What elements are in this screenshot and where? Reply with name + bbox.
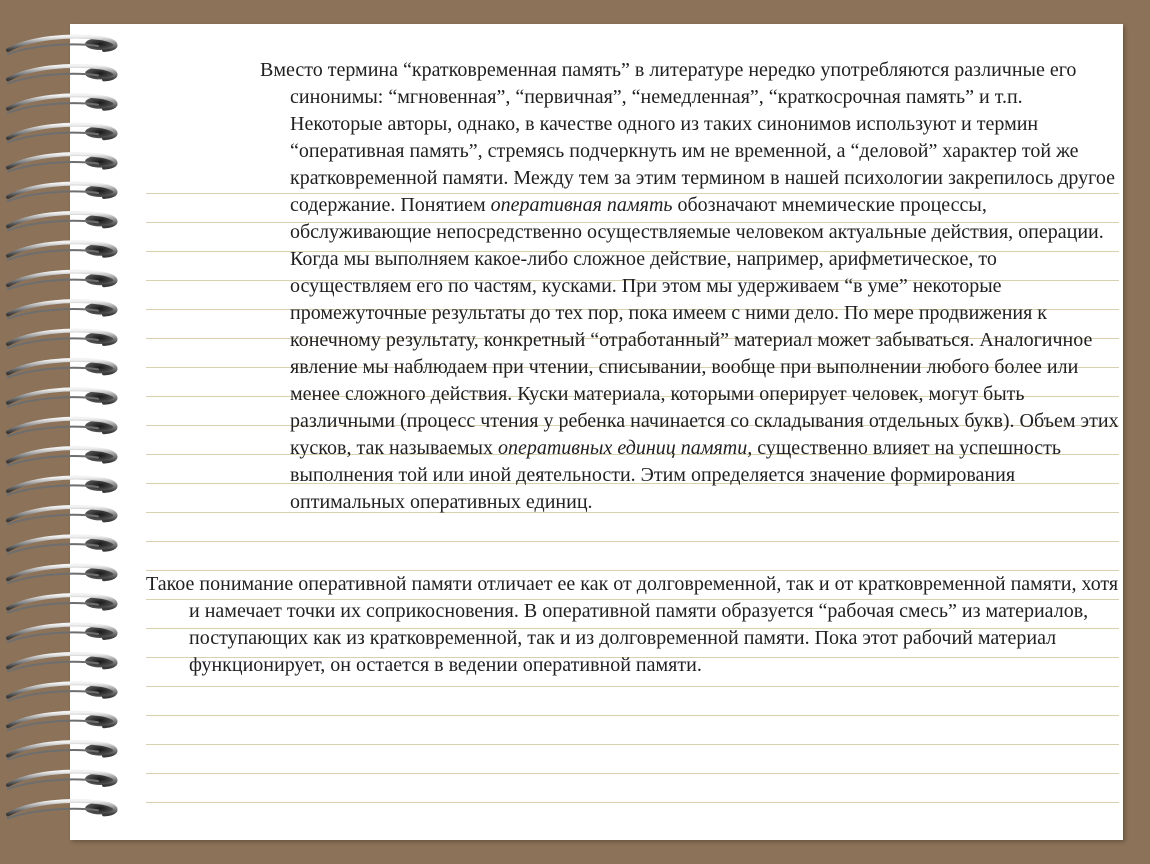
binding-ring [8, 801, 116, 819]
term-operative-memory: оперативная память [490, 194, 673, 216]
paragraph-2 [146, 571, 1121, 679]
binding-ring [8, 37, 116, 55]
ruled-line [146, 715, 1119, 716]
binding-ring [8, 419, 116, 437]
binding-ring [8, 448, 116, 466]
binding-ring [8, 683, 116, 701]
binding-ring [8, 331, 116, 349]
paragraph-2-text: Такое понимание оперативной памяти отличает ее как от долговременной, так и от кратковременной памяти, хотя и намечает точки их соприкосновения. В оперативной памяти образуется “рабочая смесь” из материалов, поступающих как из кратковременной, так и из долговременной памяти. Пока этот рабочий материал функционирует, он остается в ведении оперативной памяти. [146, 573, 1119, 676]
binding-ring [8, 389, 116, 407]
binding-ring [8, 272, 116, 290]
binding-ring [8, 536, 116, 554]
binding-ring [8, 154, 116, 172]
binding-ring [8, 242, 116, 259]
paragraph-1-text: Вместо термина “кратковременная память” в литературе нередко употребляются различные его синонимы: “мгновенная”, “первичная”, “немедленная”, “краткосрочная память” и т.п. Некоторые авторы, однако, в качестве одного из таких синонимов используют и термин “оперативная память”, стремясь подчеркнуть им не временной, а “деловой” характер той же кратковременной памяти. Между тем за этим термином в нашей психологии закрепилось другое содержание. Понятием [260, 59, 1115, 216]
binding-ring [8, 301, 116, 319]
binding-ring [8, 125, 116, 143]
paragraph-1-text: существенно влияет на успешность выполнения той или иной деятельности. Этим определяется значение формирования оптимальных оперативных единиц. [290, 437, 1061, 513]
ruled-line [146, 744, 1119, 745]
spiral-binding [0, 0, 140, 864]
ruled-line [146, 541, 1119, 542]
ruled-line [146, 802, 1119, 803]
binding-ring [8, 654, 116, 672]
binding-ring [8, 595, 116, 613]
binding-ring [8, 213, 116, 231]
binding-ring [8, 772, 116, 790]
binding-ring [8, 478, 116, 496]
binding-ring [8, 66, 116, 84]
paragraph-1-text: обозначают мнемические процессы, обслуживающие непосредственно осуществляемые человеком актуальные действия, операции. Когда мы выполняем какое-либо сложное действие, например, арифметическое, то осуществляем его по частям, кусками. При этом мы удерживаем “в уме” некоторые промежуточные результаты до тех пор, пока имеем с ними дело. По мере продвижения к конечному результату, конкретный “отработанный” материал может забываться. Аналогичное явление мы наблюдаем при чтении, списывании, вообще при выполнении любого более или менее сложного действия. Куски материала, которыми оперирует человек, могут быть различными (процесс чтения у ребенка начинается со складывания отдельных букв). Объем этих кусков, так называемых [290, 194, 1119, 459]
binding-ring [8, 713, 116, 731]
binding-ring [8, 566, 116, 584]
binding-ring [8, 360, 116, 378]
binding-ring [8, 507, 116, 525]
ruled-line [146, 773, 1119, 774]
binding-ring [8, 625, 116, 643]
binding-ring [8, 95, 116, 113]
term-operative-units: оперативных единиц памяти, [497, 437, 753, 459]
ruled-line [146, 686, 1119, 687]
paragraph-1 [260, 57, 1120, 516]
binding-ring [8, 742, 116, 760]
binding-ring [8, 184, 116, 202]
